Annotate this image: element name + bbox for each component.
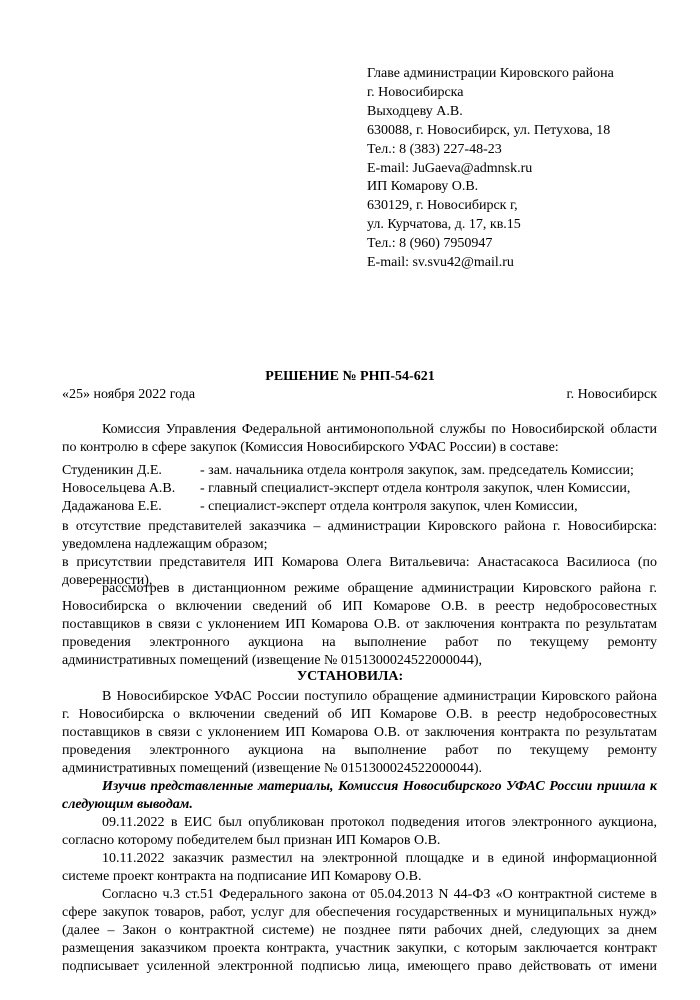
text-line: 09.11.2022 в ЕИС был опубликован протокол подведения итогов электронного аукциона, xyxy=(102,815,657,830)
addressee-ip-line: ИП Комарову О.В. xyxy=(367,179,479,194)
text-line: в отсутствие представителей заказчика – администрации Кировского района г. Новосибирска: xyxy=(62,519,657,534)
addressee-admin-block xyxy=(367,64,614,178)
member-role: - зам. начальника отдела контроля закупок, зам. председатель Комиссии; xyxy=(200,463,634,478)
addressee-admin-line: Главе администрации Кировского района xyxy=(367,66,614,81)
findings-body xyxy=(62,688,657,976)
member-row xyxy=(62,462,657,480)
text-line-emphasis: Изучив представленные материалы, Комиссия Новосибирского УФАС России пришла к xyxy=(102,779,657,794)
text-line: Согласно ч.3 ст.51 Федерального закона от 05.04.2013 N 44-ФЗ «О контрактной системе в xyxy=(102,887,657,902)
text-line: Комиссия Управления Федеральной антимонопольной службы по Новосибирской области xyxy=(102,422,657,437)
text-line: Новосибирска о включении сведений об ИП Комарове О.В. в реестр недобросовестных xyxy=(62,599,657,614)
addressee-ip-email: E-mail: sv.svu42@mail.ru xyxy=(367,255,514,270)
text-line: в присутствии представителя ИП Комарова Олега Витальевича: Анастасакоса Василиоса (по xyxy=(62,555,657,570)
text-line: (далее – Закон о контрактной системе) не позднее пяти рабочих дней, следующих за днем xyxy=(62,923,657,938)
text-line: доверенности), xyxy=(62,573,153,588)
section-heading: УСТАНОВИЛА: xyxy=(296,669,404,684)
text-line: г. Новосибирска о включении сведений об ИП Комарове О.В. в реестр недобросовестных xyxy=(62,707,657,722)
member-row xyxy=(62,480,657,498)
decision-title: РЕШЕНИЕ № РНП-54-621 xyxy=(265,369,435,384)
commission-intro xyxy=(62,421,657,457)
addressee-admin-email: E-mail: JuGaeva@admnsk.ru xyxy=(367,161,533,176)
decision-city: г. Новосибирск xyxy=(566,387,657,402)
text-line: административных помещений (извещение № 0151300024522000044). xyxy=(62,761,483,776)
member-role: - главный специалист-эксперт отдела контроля закупок, член Комиссии, xyxy=(200,481,631,496)
text-line: проведения электронного аукциона на выполнение работ по текущему ремонту xyxy=(62,635,657,650)
text-line: по контролю в сфере закупок (Комиссия Новосибирского УФАС России) в составе: xyxy=(62,440,559,455)
addressee-admin-line: Выходцеву А.В. xyxy=(367,104,463,119)
addressee-admin-line: 630088, г. Новосибирск, ул. Петухова, 18 xyxy=(367,123,611,138)
member-name: Студеникин Д.Е. xyxy=(62,463,162,478)
text-line: поставщиков в связи с уклонением ИП Комарова О.В. от заключения контракта по результатам xyxy=(62,617,657,632)
text-line: размещения заказчиком проекта контракта, участник закупки, с которым заключается контракт xyxy=(62,941,657,956)
text-line: подписывает усиленной электронной подписью лица, имеющего право действовать от имени xyxy=(62,959,657,974)
addressee-ip-block xyxy=(367,177,521,272)
member-name: Дадажанова Е.Е. xyxy=(62,499,162,514)
addressee-admin-line: г. Новосибирска xyxy=(367,85,464,100)
text-line: проведения электронного аукциона на выполнение работ по текущему ремонту xyxy=(62,743,657,758)
text-line: поставщиков в связи с уклонением ИП Комарова О.В. от заключения контракта по результатам xyxy=(62,725,657,740)
text-line: рассмотрев в дистанционном режиме обращение администрации Кировского района г. xyxy=(102,581,657,596)
addressee-ip-line: 630129, г. Новосибирск г, xyxy=(367,198,518,213)
addressee-admin-line: Тел.: 8 (383) 227-48-23 xyxy=(367,142,502,157)
member-role: - специалист-эксперт отдела контроля закупок, член Комиссии, xyxy=(200,499,578,514)
addressee-ip-line: Тел.: 8 (960) 7950947 xyxy=(367,236,493,251)
text-line: административных помещений (извещение № 0151300024522000044), xyxy=(62,653,483,668)
text-line: 10.11.2022 заказчик разместил на электронной площадке и в единой информационной xyxy=(102,851,657,866)
text-line: сфере закупок товаров, работ, услуг для обеспечения государственных и муниципальных нужд» xyxy=(62,905,657,920)
decision-date: «25» ноября 2022 года xyxy=(62,387,196,402)
member-name: Новосельцева А.В. xyxy=(62,481,176,496)
commission-members xyxy=(62,462,657,516)
text-line: системе проект контракта на подписание ИП Комарову О.В. xyxy=(62,869,422,884)
text-line: уведомлена надлежащим образом; xyxy=(62,537,268,552)
member-row xyxy=(62,498,657,516)
text-line-emphasis: следующим выводам. xyxy=(62,797,193,812)
text-line: В Новосибирское УФАС России поступило обращение администрации Кировского района xyxy=(102,689,657,704)
text-line: согласно которому победителем был признан ИП Комаров О.В. xyxy=(62,833,441,848)
addressee-ip-line: ул. Курчатова, д. 17, кв.15 xyxy=(367,217,521,232)
date-place-line xyxy=(62,386,657,404)
considered-paragraph xyxy=(62,580,657,670)
